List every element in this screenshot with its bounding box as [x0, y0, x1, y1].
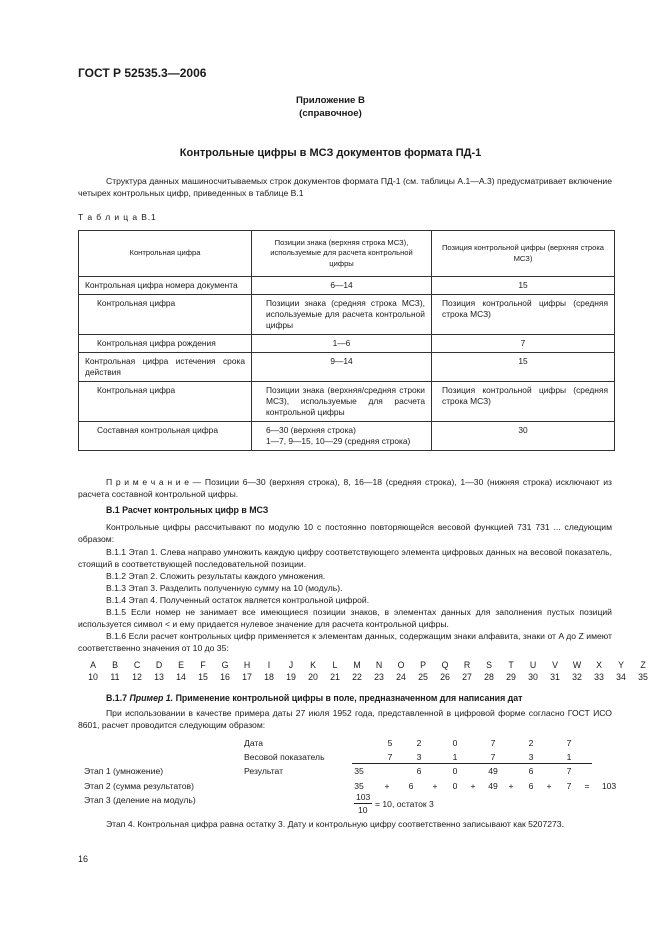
- alpha-letter: I: [267, 660, 271, 670]
- alpha-letter: L: [332, 660, 338, 670]
- calc-frac-numerator: 103: [356, 792, 371, 802]
- section-b1-title: В.1 Расчет контрольных цифр в МСЗ: [106, 505, 269, 515]
- table-cell: Контрольная цифра рождения: [79, 335, 252, 353]
- table-cell-line: 6—30 (верхняя строка): [266, 425, 356, 435]
- alpha-letter: F: [200, 660, 206, 670]
- table-cell: Контрольная цифра истечения срока действия: [79, 353, 252, 382]
- alpha-value: 31: [550, 672, 560, 682]
- calc-frac-result: = 10, остаток 3: [375, 799, 434, 809]
- alpha-value: 14: [176, 672, 186, 682]
- alpha-letter: X: [596, 660, 602, 670]
- alpha-letter: C: [133, 660, 141, 670]
- calc-step1-label: Этап 1 (умножение): [84, 766, 164, 776]
- check-digits-table: [78, 230, 615, 451]
- alpha-value: 17: [242, 672, 252, 682]
- document-header: ГОСТ Р 52535.3—2006: [78, 66, 207, 80]
- calc-date-value: 5: [387, 738, 393, 748]
- page-number: 16: [78, 854, 89, 864]
- appendix-title: Приложение В: [296, 95, 365, 106]
- table-row: [79, 335, 615, 353]
- alpha-value: 16: [220, 672, 230, 682]
- alpha-value: 27: [462, 672, 472, 682]
- calc-date-value: 7: [490, 738, 496, 748]
- alpha-value: 32: [572, 672, 582, 682]
- alpha-value: 33: [594, 672, 604, 682]
- table-row: [79, 382, 615, 422]
- calc-weight-value: 1: [566, 752, 572, 762]
- alpha-letter: E: [178, 660, 184, 670]
- alpha-value: 11: [110, 672, 120, 682]
- alpha-letter: R: [463, 660, 471, 670]
- table-header-cell: Контрольная цифра: [79, 231, 252, 277]
- table-cell: Составная контрольная цифра: [79, 422, 252, 451]
- calc-date-label: Дата: [244, 738, 264, 748]
- table-cell: 30: [432, 422, 615, 451]
- calc-weight-value: 3: [416, 752, 422, 762]
- alpha-value: 28: [484, 672, 494, 682]
- alpha-value: 12: [132, 672, 142, 682]
- table-cell: [252, 422, 432, 451]
- table-cell: 7: [432, 335, 615, 353]
- alpha-letter: V: [552, 660, 558, 670]
- calc-weight-label: Весовой показатель: [244, 752, 325, 762]
- alpha-value: 15: [198, 672, 208, 682]
- step-b14: В.1.4 Этап 4. Полученный остаток является контрольной цифрой.: [106, 595, 370, 605]
- alpha-letter: H: [243, 660, 251, 670]
- alpha-letter: Y: [618, 660, 624, 670]
- table-row: [79, 295, 615, 335]
- calc-sum-total: 103: [601, 781, 617, 791]
- section-b17-text: При использовании в качестве примера даты 27 июля 1952 года, представленной в цифровой форме согласно ГОСТ ИСО 8601, расчет проводится следующим образом:: [78, 708, 612, 731]
- table-caption: Т а б л и ц а В.1: [78, 212, 157, 222]
- step-b13: В.1.3 Этап 3. Разделить полученную сумму на 10 (модуль).: [106, 583, 343, 593]
- alpha-letter: W: [572, 660, 582, 670]
- section-title: Контрольные цифры в МСЗ документов формата ПД-1: [179, 147, 482, 159]
- table-cell: 15: [432, 277, 615, 295]
- alpha-letter: G: [221, 660, 229, 670]
- alpha-letter: M: [353, 660, 361, 670]
- alpha-letter: T: [508, 660, 514, 670]
- step-b11: В.1.1 Этап 1. Слева направо умножить каждую цифру соответствующего элемента цифровых данных на весовой показатель, стоящий в соответствующей последовательной позиции.: [78, 547, 612, 570]
- table-header-cell: Позиция контрольной цифры (верхняя строка МСЗ): [432, 231, 615, 277]
- alpha-letter: U: [529, 660, 537, 670]
- table-header-row: [79, 231, 615, 277]
- table-cell: Позиции знака (средняя строка МСЗ), используемые для расчета контрольной цифры: [252, 295, 432, 335]
- alpha-value: 13: [154, 672, 164, 682]
- calc-sum-term: 0: [452, 781, 458, 791]
- table-cell-line: 1—7, 9—15, 10—29 (средняя строка): [266, 436, 411, 446]
- final-paragraph: Этап 4. Контрольная цифра равна остатку 3. Дату и контрольную цифру соответственно записывают как 5207273.: [106, 819, 564, 829]
- alpha-value: 21: [330, 672, 340, 682]
- calc-result-value: 35: [354, 766, 364, 776]
- calc-result-value: 49: [488, 766, 498, 776]
- alpha-value: 23: [374, 672, 384, 682]
- b17-number: В.1.7: [106, 693, 128, 703]
- alpha-value: 26: [440, 672, 450, 682]
- calc-sum-term: 35: [354, 781, 364, 791]
- calc-date-value: 0: [452, 738, 458, 748]
- alpha-value: 25: [418, 672, 428, 682]
- calc-sum-op: +: [470, 781, 476, 791]
- alpha-value: 24: [396, 672, 406, 682]
- calc-weight-value: 3: [528, 752, 534, 762]
- calc-result-value: 0: [452, 766, 458, 776]
- alphabet-letters: [82, 660, 654, 670]
- calc-step2-label: Этап 2 (сумма результатов): [84, 781, 194, 791]
- table-cell: Контрольная цифра номера документа: [79, 277, 252, 295]
- calc-sum-op: +: [432, 781, 438, 791]
- alpha-letter: K: [310, 660, 316, 670]
- table-cell: Контрольная цифра: [79, 382, 252, 422]
- calc-sum-op: +: [546, 781, 552, 791]
- table-row: [79, 422, 615, 451]
- calc-frac-bar: [354, 803, 372, 804]
- table-cell: 15: [432, 353, 615, 382]
- calc-weight-value: 1: [452, 752, 458, 762]
- calc-sum-op: =: [584, 781, 590, 791]
- step-b16: В.1.6 Если расчет контрольных цифр применяется к элементам данных, содержащим знаки алфавита, знаки от A до Z имеют соответственно значения от 10 до 35:: [78, 631, 612, 654]
- alpha-value: 20: [308, 672, 318, 682]
- alpha-value: 30: [528, 672, 538, 682]
- alpha-letter: O: [397, 660, 405, 670]
- table-row: [79, 277, 615, 295]
- alpha-value: 22: [352, 672, 362, 682]
- calc-sum-op: +: [384, 781, 390, 791]
- alpha-value: 19: [286, 672, 296, 682]
- alpha-letter: Q: [441, 660, 449, 670]
- table-cell: 1—6: [252, 335, 432, 353]
- alpha-letter: B: [112, 660, 118, 670]
- section-b1-text: Контрольные цифры рассчитывают по модулю 10 с постоянно повторяющейся весовой функцией 731 731 ... следующим образом:: [78, 522, 612, 545]
- calc-weight-value: 7: [490, 752, 496, 762]
- calc-result-value: 6: [528, 766, 534, 776]
- alpha-letter: P: [420, 660, 426, 670]
- calc-date-value: 7: [566, 738, 572, 748]
- table-cell: 9—14: [252, 353, 432, 382]
- alpha-value: 35: [638, 672, 648, 682]
- b17-title-text: Применение контрольной цифры в поле, предназначенном для написания дат: [175, 693, 523, 703]
- b17-example: Пример 1.: [129, 693, 174, 703]
- calc-sum-term: 6: [528, 781, 534, 791]
- table-cell: Контрольная цифра: [79, 295, 252, 335]
- calc-step3-label: Этап 3 (деление на модуль): [84, 795, 196, 805]
- table-row: [79, 353, 615, 382]
- alpha-value: 10: [88, 672, 98, 682]
- calc-sum-term: 49: [488, 781, 498, 791]
- alpha-value: 34: [616, 672, 626, 682]
- calc-sum-term: 7: [566, 781, 572, 791]
- table-header-cell: Позиции знака (верхняя строка МСЗ), используемые для расчета контрольной цифры: [252, 231, 432, 277]
- table-cell: 6—14: [252, 277, 432, 295]
- calc-result-value: 7: [566, 766, 572, 776]
- alphabet-values: [82, 672, 654, 682]
- calc-weight-value: 7: [387, 752, 393, 762]
- table-cell: Позиция контрольной цифры (средняя строка МСЗ): [432, 295, 615, 335]
- appendix-type: (справочное): [299, 108, 362, 119]
- step-b15: В.1.5 Если номер не занимает все имеющиеся позиции знаков, в элементах данных для заполнения пустых позиций используется символ < и ему придается нулевое значение для расчета контрольной цифры.: [78, 607, 612, 630]
- calc-sum-op: +: [508, 781, 514, 791]
- intro-paragraph: Структура данных машиносчитываемых строк документов формата ПД-1 (см. таблицы А.1—А.3) предусматривает включение четырех контрольных цифр, приведенных в таблице В.1: [78, 176, 612, 199]
- alpha-letter: J: [288, 660, 294, 670]
- table-cell: Позиции знака (верхняя/средняя строки МСЗ), используемые для расчета контрольной цифры: [252, 382, 432, 422]
- alpha-letter: Z: [640, 660, 646, 670]
- alpha-letter: S: [486, 660, 492, 670]
- section-b17-title: [106, 692, 522, 704]
- step-b12: В.1.2 Этап 2. Сложить результаты каждого умножения.: [106, 571, 326, 581]
- alpha-value: 29: [506, 672, 516, 682]
- calc-date-value: 2: [528, 738, 534, 748]
- alpha-letter: D: [155, 660, 163, 670]
- alpha-value: 18: [264, 672, 274, 682]
- alpha-letter: N: [375, 660, 383, 670]
- calc-date-value: 2: [416, 738, 422, 748]
- calc-underline: [352, 763, 592, 764]
- calc-sum-term: 6: [408, 781, 414, 791]
- alpha-letter: A: [90, 660, 96, 670]
- table-cell: Позиция контрольной цифры (средняя строка МСЗ): [432, 382, 615, 422]
- calc-frac-denominator: 10: [358, 805, 368, 815]
- calc-result-label: Результат: [244, 766, 284, 776]
- table-note: П р и м е ч а н и е — Позиции 6—30 (верхняя строка), 8, 16—18 (средняя строка), 1—30 (нижняя строка) исключают из расчета составной контрольной цифры.: [78, 477, 612, 500]
- calc-result-value: 6: [416, 766, 422, 776]
